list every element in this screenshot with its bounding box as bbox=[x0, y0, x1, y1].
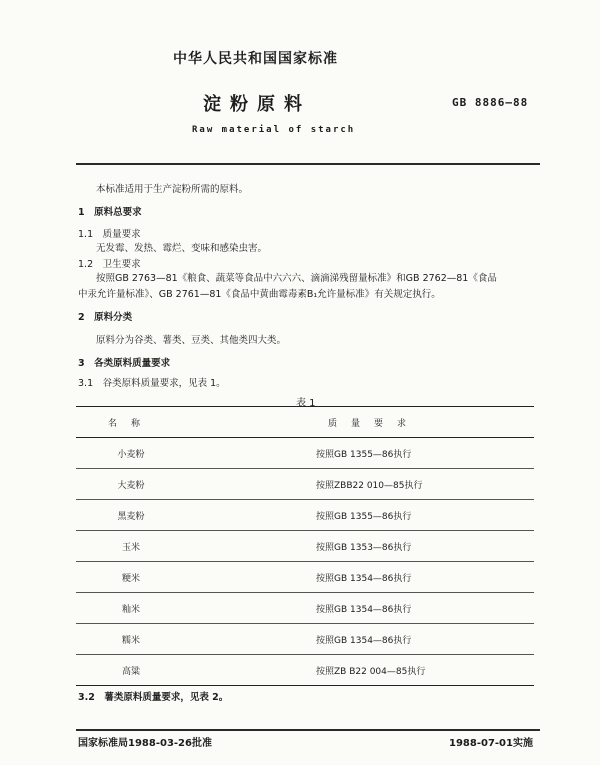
cell-quality-requirement: 按照GB 1354—86执行 bbox=[316, 593, 534, 624]
document-title: 淀粉原料 bbox=[203, 94, 311, 115]
cell-quality-requirement: 按照GB 1354—86执行 bbox=[316, 562, 534, 593]
table-row bbox=[76, 469, 534, 500]
table-row bbox=[76, 531, 534, 562]
section-1-2-text-line1: 按照GB 2763—81《粮食、蔬菜等食品中六六六、滴滴涕残留量标准》和GB 2762—81《食品 bbox=[96, 273, 497, 284]
section-2-heading: 2 原料分类 bbox=[78, 312, 133, 323]
cell-gap bbox=[186, 500, 316, 531]
section-2-text: 原料分为谷类、薯类、豆类、其他类四大类。 bbox=[96, 335, 287, 346]
header-divider bbox=[76, 163, 540, 165]
col-header-name: 名称 bbox=[76, 407, 186, 438]
scope-text: 本标准适用于生产淀粉所需的原料。 bbox=[96, 184, 249, 195]
cell-gap bbox=[186, 531, 316, 562]
cell-quality-requirement: 按照ZBB22 010—85执行 bbox=[316, 469, 534, 500]
table-row bbox=[76, 438, 534, 469]
cell-gap bbox=[186, 469, 316, 500]
implementation-date: 1988-07-01实施 bbox=[449, 738, 533, 749]
cell-quality-requirement: 按照GB 1355—86执行 bbox=[316, 438, 534, 469]
col-header-gap bbox=[186, 407, 316, 438]
quality-table bbox=[76, 406, 534, 686]
footer-divider bbox=[76, 729, 540, 731]
table-header-row bbox=[76, 407, 534, 438]
national-standard-heading: 中华人民共和国国家标准 bbox=[173, 51, 338, 67]
table-row bbox=[76, 593, 534, 624]
table-caption: 表 1 bbox=[296, 398, 316, 409]
cell-quality-requirement: 按照ZB B22 004—85执行 bbox=[316, 655, 534, 686]
cell-material-name: 高粱 bbox=[76, 655, 186, 686]
section-3-2-text: 3.2 薯类原料质量要求，见表 2。 bbox=[78, 692, 229, 703]
cell-gap bbox=[186, 655, 316, 686]
col-header-requirement: 质量要求 bbox=[316, 407, 534, 438]
cell-material-name: 籼米 bbox=[76, 593, 186, 624]
cell-material-name: 糯米 bbox=[76, 624, 186, 655]
section-3-heading: 3 各类原料质量要求 bbox=[78, 358, 171, 369]
table-row bbox=[76, 655, 534, 686]
table-row bbox=[76, 562, 534, 593]
standard-number: GB 8886—88 bbox=[452, 96, 529, 109]
cell-quality-requirement: 按照GB 1354—86执行 bbox=[316, 624, 534, 655]
section-1-2-heading: 1.2 卫生要求 bbox=[78, 259, 141, 270]
cell-gap bbox=[186, 438, 316, 469]
cell-quality-requirement: 按照GB 1353—86执行 bbox=[316, 531, 534, 562]
cell-gap bbox=[186, 624, 316, 655]
cell-gap bbox=[186, 593, 316, 624]
section-1-2-text-line2: 中汞允许量标准》、GB 2761—81《食品中黄曲霉毒素B₁允许量标准》有关规定执行。 bbox=[78, 289, 441, 300]
approval-date: 国家标准局1988-03-26批准 bbox=[78, 738, 212, 749]
section-1-1-text: 无发霉、发热、霉烂、变味和感染虫害。 bbox=[96, 243, 268, 254]
table-row bbox=[76, 624, 534, 655]
cell-material-name: 小麦粉 bbox=[76, 438, 186, 469]
section-1-heading: 1 原料总要求 bbox=[78, 207, 142, 218]
section-3-1-text: 3.1 谷类原料质量要求，见表 1。 bbox=[78, 378, 226, 389]
cell-material-name: 大麦粉 bbox=[76, 469, 186, 500]
cell-material-name: 粳米 bbox=[76, 562, 186, 593]
cell-material-name: 玉米 bbox=[76, 531, 186, 562]
cell-quality-requirement: 按照GB 1355—86执行 bbox=[316, 500, 534, 531]
section-1-1-heading: 1.1 质量要求 bbox=[78, 229, 141, 240]
cell-material-name: 黑麦粉 bbox=[76, 500, 186, 531]
table-row bbox=[76, 500, 534, 531]
cell-gap bbox=[186, 562, 316, 593]
english-title: Raw material of starch bbox=[192, 125, 356, 135]
